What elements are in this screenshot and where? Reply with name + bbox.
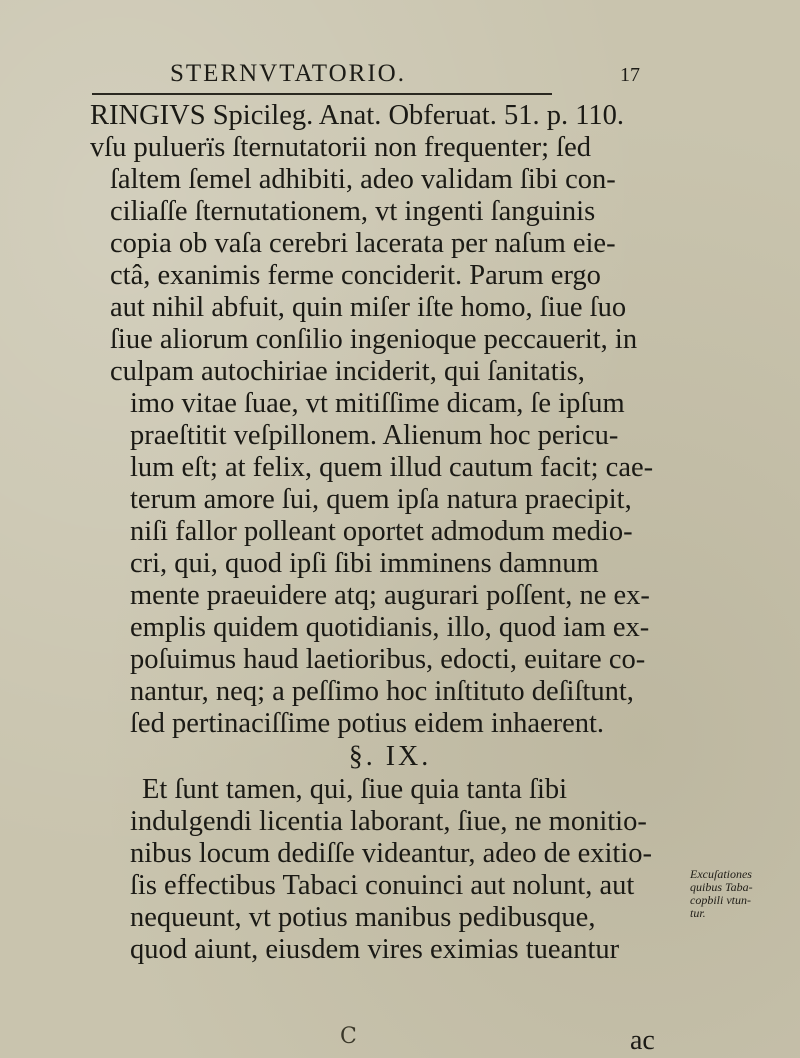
text-line: emplis quidem quotidianis, illo, quod iam ex- (130, 612, 650, 643)
text-line: imo vitae ſuae, vt mitiſſime dicam, ſe ipſum (130, 388, 625, 419)
text-line: ſaltem ſemel adhibiti, adeo validam ſibi con- (110, 164, 616, 195)
text-line: Et ſunt tamen, qui, ſiue quia tanta ſibi (142, 774, 568, 805)
text-line: terum amore ſui, quem ipſa natura praecipit, (130, 484, 632, 515)
text-line: culpam autochiriae inciderit, qui ſanitatis, (110, 356, 585, 387)
text-line: poſuimus haud laetioribus, edocti, euitare co- (130, 644, 646, 675)
page-number: 17 (620, 64, 640, 86)
margin-note-line: quibus Taba- (690, 880, 753, 894)
header-rule (92, 93, 552, 95)
text-line: lum eſt; at felix, quem illud cautum facit; cae- (130, 452, 654, 483)
text-line: nibus locum dediſſe videantur, adeo de exitio- (130, 838, 653, 869)
paragraph-section-ix (70, 774, 710, 966)
section-heading: §. IX. (348, 741, 432, 772)
body-text (70, 100, 710, 966)
text-line: ſed pertinaciſſime potius eidem inhaerent. (130, 708, 605, 739)
running-header (170, 60, 640, 88)
signature-mark: C (340, 1024, 357, 1049)
margin-note (690, 868, 800, 920)
text-line: vſu puluerïs ſternutatorii non frequenter; ſed (90, 132, 591, 163)
text-line: praeſtitit veſpillonem. Alienum hoc pericu- (130, 420, 619, 451)
text-line: mente praeuidere atq; augurari poſſent, ne ex- (130, 580, 650, 611)
text-line: nequeunt, vt potius manibus pedibusque, (130, 902, 596, 933)
text-line: copia ob vaſa cerebri lacerata per naſum eie- (110, 228, 616, 259)
margin-note-line: copbili vtun- (690, 893, 751, 907)
text-line: ſiue aliorum conſilio ingenioque peccauerit, in (110, 324, 638, 355)
text-line: cri, qui, quod ipſi ſibi imminens damnum (130, 548, 599, 579)
text-line: indulgendi licentia laborant, ſiue, ne monitio- (130, 806, 647, 837)
paragraph-continued (70, 100, 710, 740)
margin-note-line: tur. (690, 906, 706, 920)
text-line: niſi fallor polleant oportet admodum medio- (130, 516, 633, 547)
text-line: ſis effectibus Tabaci conuinci aut nolunt, aut (130, 870, 635, 901)
text-line: quod aiunt, eiusdem vires eximias tueantur (130, 934, 620, 965)
text-line: ciliaſſe ſternutationem, vt ingenti ſanguinis (110, 196, 596, 227)
text-line: aut nihil abfuit, quin miſer iſte homo, ſiue ſuo (110, 292, 627, 323)
running-title: STERNVTATORIO. (170, 60, 406, 87)
text-line: nantur, neq; a peſſimo hoc inſtituto deſiſtunt, (130, 676, 634, 707)
margin-note-line: Excuſationes (690, 867, 752, 881)
text-line: RINGIVS Spicileg. Anat. Obferuat. 51. p. 110. (90, 100, 625, 131)
catchword: ac (630, 1025, 655, 1056)
text-line: ctâ, exanimis ferme conciderit. Parum ergo (110, 260, 601, 291)
